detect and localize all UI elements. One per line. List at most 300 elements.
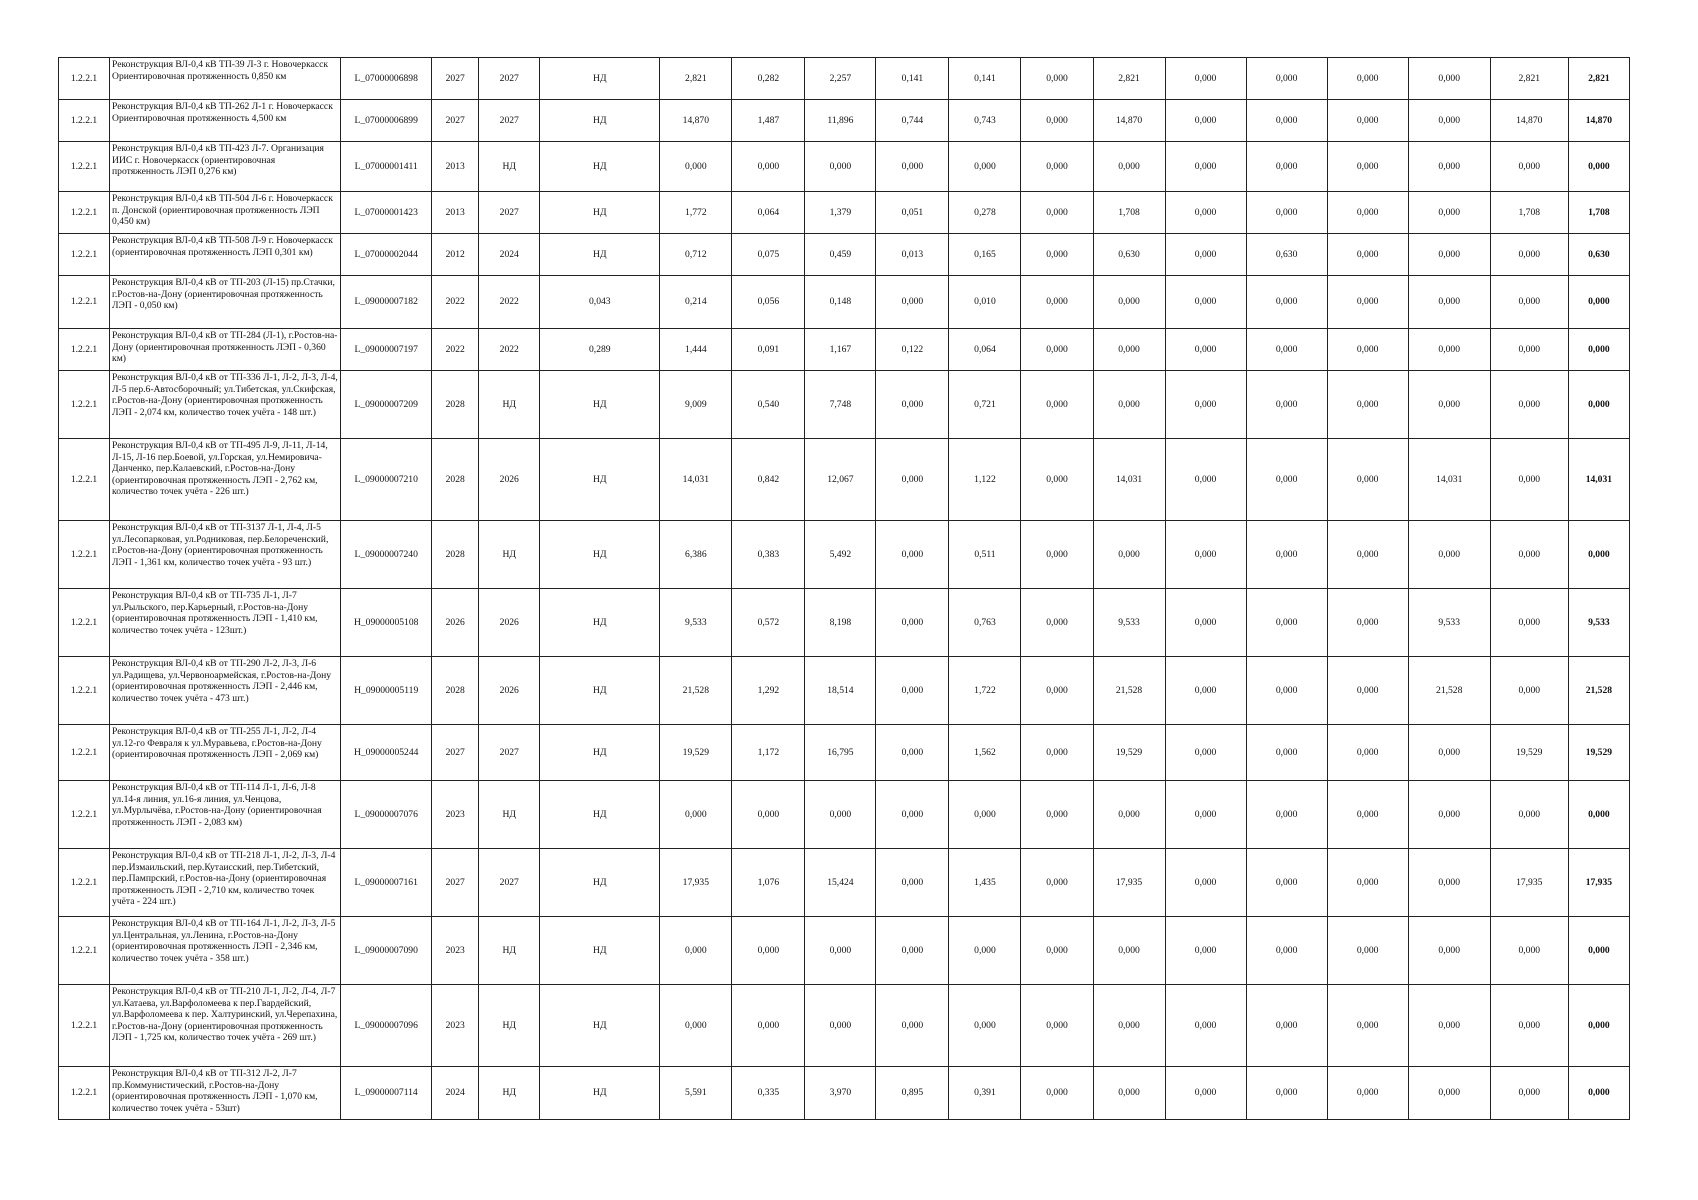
total-value-cell: 14,870	[1568, 100, 1629, 142]
value-cell: 9,533	[1408, 589, 1490, 657]
value-cell: 0,000	[1165, 234, 1246, 276]
value-cell: 0,000	[1246, 439, 1327, 521]
start-year-cell: 2022	[432, 276, 479, 329]
value-cell: 7,748	[805, 371, 876, 439]
value-cell: 0,000	[876, 985, 949, 1067]
value-cell: 0,000	[1165, 917, 1246, 985]
value-cell: 1,487	[732, 100, 805, 142]
value-cell: 0,000	[1093, 1067, 1165, 1120]
value-cell: 0,075	[732, 234, 805, 276]
project-id-cell: L_07000006898	[341, 58, 432, 100]
value-cell: 0,743	[949, 100, 1021, 142]
value-cell: 2,821	[660, 58, 732, 100]
value-cell: 0,000	[1165, 192, 1246, 234]
project-id-cell: L_09000007240	[341, 521, 432, 589]
planned-value-cell: НД	[540, 917, 660, 985]
value-cell: 0,000	[1490, 329, 1568, 371]
value-cell: 1,172	[732, 725, 805, 781]
table-row	[59, 329, 1630, 371]
project-id-cell: H_09000005244	[341, 725, 432, 781]
project-name-cell: Реконструкция ВЛ-0,4 кВ ТП-262 Л-1 г. Новочеркасск Ориентировочная протяженность 4,500 км	[110, 100, 341, 142]
value-cell: 0,000	[1246, 142, 1327, 192]
value-cell: 0,000	[1021, 439, 1093, 521]
value-cell: 0,000	[876, 439, 949, 521]
project-name-cell: Реконструкция ВЛ-0,4 кВ ТП-504 Л-6 г. Новочеркасск п. Донской (ориентировочная протяженность ЛЭП 0,450 км)	[110, 192, 341, 234]
value-cell: 15,424	[805, 849, 876, 917]
table-row	[59, 725, 1630, 781]
table-row	[59, 781, 1630, 849]
value-cell: 14,031	[660, 439, 732, 521]
row-number-cell: 1.2.2.1	[59, 234, 110, 276]
value-cell: 0,000	[1408, 329, 1490, 371]
project-name-cell: Реконструкция ВЛ-0,4 кВ от ТП-210 Л-1, Л-2, Л-4, Л-7 ул.Катаева, ул.Варфоломеева к пер.Гвардейский, ул.Варфоломеева к пер. Халтуринский, ул.Черепахина, г.Ростов-на-Дону (ориентировочная протяженность ЛЭП - 1,725 км, количество точек учёта - 269 шт.)	[110, 985, 341, 1067]
end-year-cell: НД	[479, 985, 540, 1067]
project-id-cell: H_09000005119	[341, 657, 432, 725]
value-cell: 0,000	[660, 985, 732, 1067]
total-value-cell: 0,000	[1568, 917, 1629, 985]
value-cell: 0,000	[1165, 781, 1246, 849]
end-year-cell: 2022	[479, 329, 540, 371]
project-name-cell: Реконструкция ВЛ-0,4 кВ от ТП-164 Л-1, Л-2, Л-3, Л-5 ул.Центральная, ул.Ленина, г.Ростов-на-Дону (ориентировочная протяженность ЛЭП - 2,346 км, количество точек учёта - 358 шт.)	[110, 917, 341, 985]
total-value-cell: 17,935	[1568, 849, 1629, 917]
value-cell: 19,529	[1093, 725, 1165, 781]
value-cell: 0,000	[805, 985, 876, 1067]
start-year-cell: 2012	[432, 234, 479, 276]
value-cell: 11,896	[805, 100, 876, 142]
value-cell: 0,000	[1327, 276, 1408, 329]
value-cell: 0,000	[1021, 192, 1093, 234]
value-cell: 0,000	[1327, 192, 1408, 234]
value-cell: 0,000	[1165, 142, 1246, 192]
value-cell: 0,000	[1327, 589, 1408, 657]
value-cell: 17,935	[660, 849, 732, 917]
value-cell: 0,000	[1165, 849, 1246, 917]
end-year-cell: НД	[479, 371, 540, 439]
value-cell: 0,000	[1246, 781, 1327, 849]
value-cell: 0,000	[1093, 781, 1165, 849]
value-cell: 1,708	[1490, 192, 1568, 234]
value-cell: 0,000	[1408, 985, 1490, 1067]
row-number-cell: 1.2.2.1	[59, 849, 110, 917]
table-row	[59, 276, 1630, 329]
row-number-cell: 1.2.2.1	[59, 58, 110, 100]
value-cell: 1,722	[949, 657, 1021, 725]
value-cell: 0,000	[1408, 781, 1490, 849]
value-cell: 1,167	[805, 329, 876, 371]
value-cell: 0,000	[1021, 371, 1093, 439]
end-year-cell: НД	[479, 781, 540, 849]
value-cell: 0,000	[1327, 100, 1408, 142]
value-cell: 0,000	[1165, 329, 1246, 371]
table-row	[59, 985, 1630, 1067]
value-cell: 0,000	[1246, 58, 1327, 100]
row-number-cell: 1.2.2.1	[59, 521, 110, 589]
value-cell: 1,076	[732, 849, 805, 917]
total-value-cell: 0,630	[1568, 234, 1629, 276]
value-cell: 0,895	[876, 1067, 949, 1120]
planned-value-cell: НД	[540, 439, 660, 521]
end-year-cell: 2024	[479, 234, 540, 276]
value-cell: 0,000	[1246, 276, 1327, 329]
value-cell: 0,000	[732, 142, 805, 192]
value-cell: 0,000	[1327, 521, 1408, 589]
value-cell: 0,000	[732, 917, 805, 985]
value-cell: 0,000	[1408, 192, 1490, 234]
value-cell: 14,870	[1490, 100, 1568, 142]
total-value-cell: 9,533	[1568, 589, 1629, 657]
value-cell: 21,528	[1408, 657, 1490, 725]
value-cell: 3,970	[805, 1067, 876, 1120]
value-cell: 0,064	[732, 192, 805, 234]
value-cell: 0,335	[732, 1067, 805, 1120]
value-cell: 0,000	[1327, 439, 1408, 521]
value-cell: 0,000	[1327, 917, 1408, 985]
value-cell: 1,562	[949, 725, 1021, 781]
project-id-cell: L_09000007114	[341, 1067, 432, 1120]
value-cell: 0,000	[1093, 917, 1165, 985]
value-cell: 9,009	[660, 371, 732, 439]
project-name-cell: Реконструкция ВЛ-0,4 кВ ТП-39 Л-3 г. Новочеркасск Ориентировочная протяженность 0,850 км	[110, 58, 341, 100]
value-cell: 0,000	[876, 781, 949, 849]
value-cell: 0,010	[949, 276, 1021, 329]
table-row	[59, 234, 1630, 276]
start-year-cell: 2023	[432, 985, 479, 1067]
value-cell: 0,000	[1327, 329, 1408, 371]
value-cell: 21,528	[1093, 657, 1165, 725]
value-cell: 0,000	[876, 725, 949, 781]
value-cell: 0,000	[1246, 192, 1327, 234]
value-cell: 0,000	[1246, 917, 1327, 985]
value-cell: 0,000	[1246, 329, 1327, 371]
project-name-cell: Реконструкция ВЛ-0,4 кВ от ТП-495 Л-9, Л-11, Л-14, Л-15, Л-16 пер.Боевой, ул.Горская, ул.Немировича-Данченко, пер.Калаевский, г.Ростов-на-Дону (ориентировочная протяженность ЛЭП - 2,762 км, количество точек учёта - 226 шт.)	[110, 439, 341, 521]
value-cell: 0,000	[732, 985, 805, 1067]
value-cell: 0,712	[660, 234, 732, 276]
start-year-cell: 2027	[432, 849, 479, 917]
value-cell: 0,141	[876, 58, 949, 100]
value-cell: 1,435	[949, 849, 1021, 917]
value-cell: 0,000	[949, 781, 1021, 849]
value-cell: 0,842	[732, 439, 805, 521]
table-row	[59, 439, 1630, 521]
value-cell: 19,529	[660, 725, 732, 781]
total-value-cell: 0,000	[1568, 276, 1629, 329]
value-cell: 0,000	[876, 521, 949, 589]
value-cell: 0,000	[1408, 917, 1490, 985]
project-name-cell: Реконструкция ВЛ-0,4 кВ от ТП-255 Л-1, Л-2, Л-4 ул.12-го Февраля к ул.Муравьева, г.Ростов-на-Дону (ориентировочная протяженность ЛЭП - 2,069 км)	[110, 725, 341, 781]
total-value-cell: 21,528	[1568, 657, 1629, 725]
table-row	[59, 589, 1630, 657]
value-cell: 6,386	[660, 521, 732, 589]
start-year-cell: 2023	[432, 781, 479, 849]
value-cell: 0,000	[1246, 725, 1327, 781]
value-cell: 5,591	[660, 1067, 732, 1120]
planned-value-cell: НД	[540, 234, 660, 276]
value-cell: 0,000	[1021, 849, 1093, 917]
value-cell: 0,540	[732, 371, 805, 439]
value-cell: 0,165	[949, 234, 1021, 276]
end-year-cell: НД	[479, 521, 540, 589]
value-cell: 0,000	[876, 917, 949, 985]
value-cell: 0,000	[1327, 234, 1408, 276]
value-cell: 0,000	[1408, 100, 1490, 142]
value-cell: 0,000	[1021, 985, 1093, 1067]
value-cell: 0,000	[1408, 521, 1490, 589]
value-cell: 2,821	[1490, 58, 1568, 100]
value-cell: 9,533	[660, 589, 732, 657]
value-cell: 0,000	[1246, 371, 1327, 439]
value-cell: 0,148	[805, 276, 876, 329]
start-year-cell: 2013	[432, 142, 479, 192]
planned-value-cell: НД	[540, 985, 660, 1067]
value-cell: 0,000	[1021, 142, 1093, 192]
value-cell: 0,000	[1093, 985, 1165, 1067]
project-id-cell: L_09000007182	[341, 276, 432, 329]
value-cell: 0,000	[1021, 329, 1093, 371]
value-cell: 0,000	[1246, 657, 1327, 725]
value-cell: 14,031	[1408, 439, 1490, 521]
value-cell: 0,630	[1246, 234, 1327, 276]
total-value-cell: 0,000	[1568, 985, 1629, 1067]
end-year-cell: НД	[479, 1067, 540, 1120]
value-cell: 0,000	[1021, 100, 1093, 142]
table-row	[59, 192, 1630, 234]
value-cell: 0,000	[1021, 276, 1093, 329]
start-year-cell: 2028	[432, 521, 479, 589]
value-cell: 0,122	[876, 329, 949, 371]
project-id-cell: L_09000007209	[341, 371, 432, 439]
row-number-cell: 1.2.2.1	[59, 192, 110, 234]
planned-value-cell: НД	[540, 725, 660, 781]
planned-value-cell: НД	[540, 781, 660, 849]
value-cell: 0,056	[732, 276, 805, 329]
investment-table	[58, 57, 1630, 1120]
start-year-cell: 2013	[432, 192, 479, 234]
planned-value-cell: НД	[540, 849, 660, 917]
planned-value-cell: НД	[540, 142, 660, 192]
table-row	[59, 142, 1630, 192]
value-cell: 0,051	[876, 192, 949, 234]
value-cell: 1,444	[660, 329, 732, 371]
project-name-cell: Реконструкция ВЛ-0,4 кВ от ТП-203 (Л-15) пр.Стачки, г.Ростов-на-Дону (ориентировочная протяженность ЛЭП - 0,050 км)	[110, 276, 341, 329]
table-row	[59, 521, 1630, 589]
value-cell: 0,721	[949, 371, 1021, 439]
value-cell: 0,630	[1093, 234, 1165, 276]
value-cell: 0,000	[1165, 100, 1246, 142]
planned-value-cell: НД	[540, 100, 660, 142]
table-row	[59, 371, 1630, 439]
value-cell: 0,000	[1327, 58, 1408, 100]
start-year-cell: 2024	[432, 1067, 479, 1120]
value-cell: 0,000	[1490, 917, 1568, 985]
value-cell: 0,000	[1021, 781, 1093, 849]
value-cell: 19,529	[1490, 725, 1568, 781]
row-number-cell: 1.2.2.1	[59, 142, 110, 192]
total-value-cell: 0,000	[1568, 371, 1629, 439]
value-cell: 0,572	[732, 589, 805, 657]
value-cell: 0,000	[1021, 521, 1093, 589]
end-year-cell: 2027	[479, 58, 540, 100]
value-cell: 0,000	[732, 781, 805, 849]
value-cell: 2,257	[805, 58, 876, 100]
value-cell: 0,000	[1408, 234, 1490, 276]
value-cell: 0,000	[1327, 371, 1408, 439]
value-cell: 21,528	[660, 657, 732, 725]
value-cell: 0,000	[1093, 371, 1165, 439]
value-cell: 0,000	[660, 781, 732, 849]
value-cell: 0,000	[1021, 917, 1093, 985]
total-value-cell: 14,031	[1568, 439, 1629, 521]
value-cell: 0,278	[949, 192, 1021, 234]
value-cell: 0,000	[1165, 1067, 1246, 1120]
value-cell: 0,141	[949, 58, 1021, 100]
value-cell: 0,000	[1490, 371, 1568, 439]
value-cell: 0,000	[805, 142, 876, 192]
project-id-cell: L_07000001423	[341, 192, 432, 234]
planned-value-cell: НД	[540, 371, 660, 439]
value-cell: 0,000	[1246, 985, 1327, 1067]
value-cell: 0,000	[876, 849, 949, 917]
end-year-cell: НД	[479, 142, 540, 192]
project-id-cell: L_09000007096	[341, 985, 432, 1067]
total-value-cell: 0,000	[1568, 521, 1629, 589]
value-cell: 0,000	[1021, 1067, 1093, 1120]
end-year-cell: НД	[479, 917, 540, 985]
value-cell: 0,000	[1246, 1067, 1327, 1120]
value-cell: 0,000	[660, 917, 732, 985]
value-cell: 0,000	[1490, 234, 1568, 276]
value-cell: 0,000	[805, 781, 876, 849]
row-number-cell: 1.2.2.1	[59, 985, 110, 1067]
end-year-cell: 2027	[479, 849, 540, 917]
table-row	[59, 100, 1630, 142]
value-cell: 0,000	[876, 371, 949, 439]
value-cell: 0,000	[1327, 657, 1408, 725]
value-cell: 0,763	[949, 589, 1021, 657]
value-cell: 0,000	[1165, 725, 1246, 781]
value-cell: 2,821	[1093, 58, 1165, 100]
value-cell: 0,000	[1490, 439, 1568, 521]
table-row	[59, 849, 1630, 917]
end-year-cell: 2027	[479, 725, 540, 781]
value-cell: 0,000	[1408, 371, 1490, 439]
value-cell: 17,935	[1093, 849, 1165, 917]
value-cell: 14,870	[660, 100, 732, 142]
planned-value-cell: НД	[540, 192, 660, 234]
row-number-cell: 1.2.2.1	[59, 276, 110, 329]
project-name-cell: Реконструкция ВЛ-0,4 кВ ТП-423 Л-7. Организация ИИС г. Новочеркасск (ориентировочная протяженность ЛЭП 0,276 км)	[110, 142, 341, 192]
project-id-cell: L_09000007197	[341, 329, 432, 371]
row-number-cell: 1.2.2.1	[59, 781, 110, 849]
value-cell: 0,000	[1490, 521, 1568, 589]
value-cell: 0,000	[1327, 142, 1408, 192]
value-cell: 0,000	[1408, 1067, 1490, 1120]
planned-value-cell: НД	[540, 657, 660, 725]
value-cell: 0,000	[1093, 521, 1165, 589]
planned-value-cell: 0,289	[540, 329, 660, 371]
value-cell: 0,391	[949, 1067, 1021, 1120]
planned-value-cell: НД	[540, 58, 660, 100]
value-cell: 0,511	[949, 521, 1021, 589]
value-cell: 0,000	[1327, 849, 1408, 917]
value-cell: 0,000	[660, 142, 732, 192]
project-id-cell: L_07000001411	[341, 142, 432, 192]
row-number-cell: 1.2.2.1	[59, 1067, 110, 1120]
value-cell: 0,000	[1490, 589, 1568, 657]
value-cell: 1,379	[805, 192, 876, 234]
value-cell: 0,000	[1093, 142, 1165, 192]
value-cell: 0,091	[732, 329, 805, 371]
start-year-cell: 2026	[432, 589, 479, 657]
value-cell: 14,031	[1093, 439, 1165, 521]
project-id-cell: L_09000007090	[341, 917, 432, 985]
end-year-cell: 2026	[479, 657, 540, 725]
value-cell: 0,000	[1021, 589, 1093, 657]
value-cell: 0,000	[1165, 985, 1246, 1067]
table-row	[59, 917, 1630, 985]
table-row	[59, 58, 1630, 100]
planned-value-cell: НД	[540, 589, 660, 657]
value-cell: 0,064	[949, 329, 1021, 371]
value-cell: 0,000	[1408, 58, 1490, 100]
project-id-cell: H_09000005108	[341, 589, 432, 657]
end-year-cell: 2026	[479, 589, 540, 657]
row-number-cell: 1.2.2.1	[59, 371, 110, 439]
value-cell: 0,000	[1165, 589, 1246, 657]
total-value-cell: 0,000	[1568, 329, 1629, 371]
start-year-cell: 2028	[432, 371, 479, 439]
start-year-cell: 2028	[432, 657, 479, 725]
value-cell: 0,000	[1490, 1067, 1568, 1120]
project-name-cell: Реконструкция ВЛ-0,4 кВ от ТП-290 Л-2, Л-3, Л-6 ул.Радищева, ул.Червоноармейская, г.Ростов-на-Дону (ориентировочная протяженность ЛЭП - 2,446 км, количество точек учёта - 473 шт.)	[110, 657, 341, 725]
total-value-cell: 2,821	[1568, 58, 1629, 100]
value-cell: 12,067	[805, 439, 876, 521]
end-year-cell: 2026	[479, 439, 540, 521]
table-row	[59, 657, 1630, 725]
value-cell: 0,000	[805, 917, 876, 985]
table-body	[59, 58, 1630, 1120]
project-id-cell: L_07000006899	[341, 100, 432, 142]
value-cell: 0,383	[732, 521, 805, 589]
value-cell: 0,000	[1021, 58, 1093, 100]
value-cell: 0,000	[949, 985, 1021, 1067]
row-number-cell: 1.2.2.1	[59, 100, 110, 142]
start-year-cell: 2023	[432, 917, 479, 985]
planned-value-cell: НД	[540, 1067, 660, 1120]
value-cell: 18,514	[805, 657, 876, 725]
value-cell: 0,000	[1246, 849, 1327, 917]
value-cell: 9,533	[1093, 589, 1165, 657]
total-value-cell: 0,000	[1568, 781, 1629, 849]
value-cell: 17,935	[1490, 849, 1568, 917]
value-cell: 0,000	[1327, 1067, 1408, 1120]
value-cell: 0,000	[1327, 985, 1408, 1067]
value-cell: 0,000	[1327, 781, 1408, 849]
row-number-cell: 1.2.2.1	[59, 657, 110, 725]
value-cell: 0,000	[949, 142, 1021, 192]
value-cell: 0,000	[1408, 142, 1490, 192]
project-id-cell: L_09000007161	[341, 849, 432, 917]
value-cell: 0,000	[1021, 657, 1093, 725]
value-cell: 0,000	[1490, 657, 1568, 725]
value-cell: 1,122	[949, 439, 1021, 521]
project-name-cell: Реконструкция ВЛ-0,4 кВ от ТП-735 Л-1, Л-7 ул.Рыльского, пер.Карьерный, г.Ростов-на-Дону (ориентировочная протяженность ЛЭП - 1,410 км, количество точек учёта - 123шт.)	[110, 589, 341, 657]
value-cell: 0,000	[1165, 276, 1246, 329]
planned-value-cell: НД	[540, 521, 660, 589]
value-cell: 0,000	[1021, 234, 1093, 276]
value-cell: 0,000	[1093, 329, 1165, 371]
value-cell: 0,000	[876, 276, 949, 329]
project-id-cell: L_09000007076	[341, 781, 432, 849]
